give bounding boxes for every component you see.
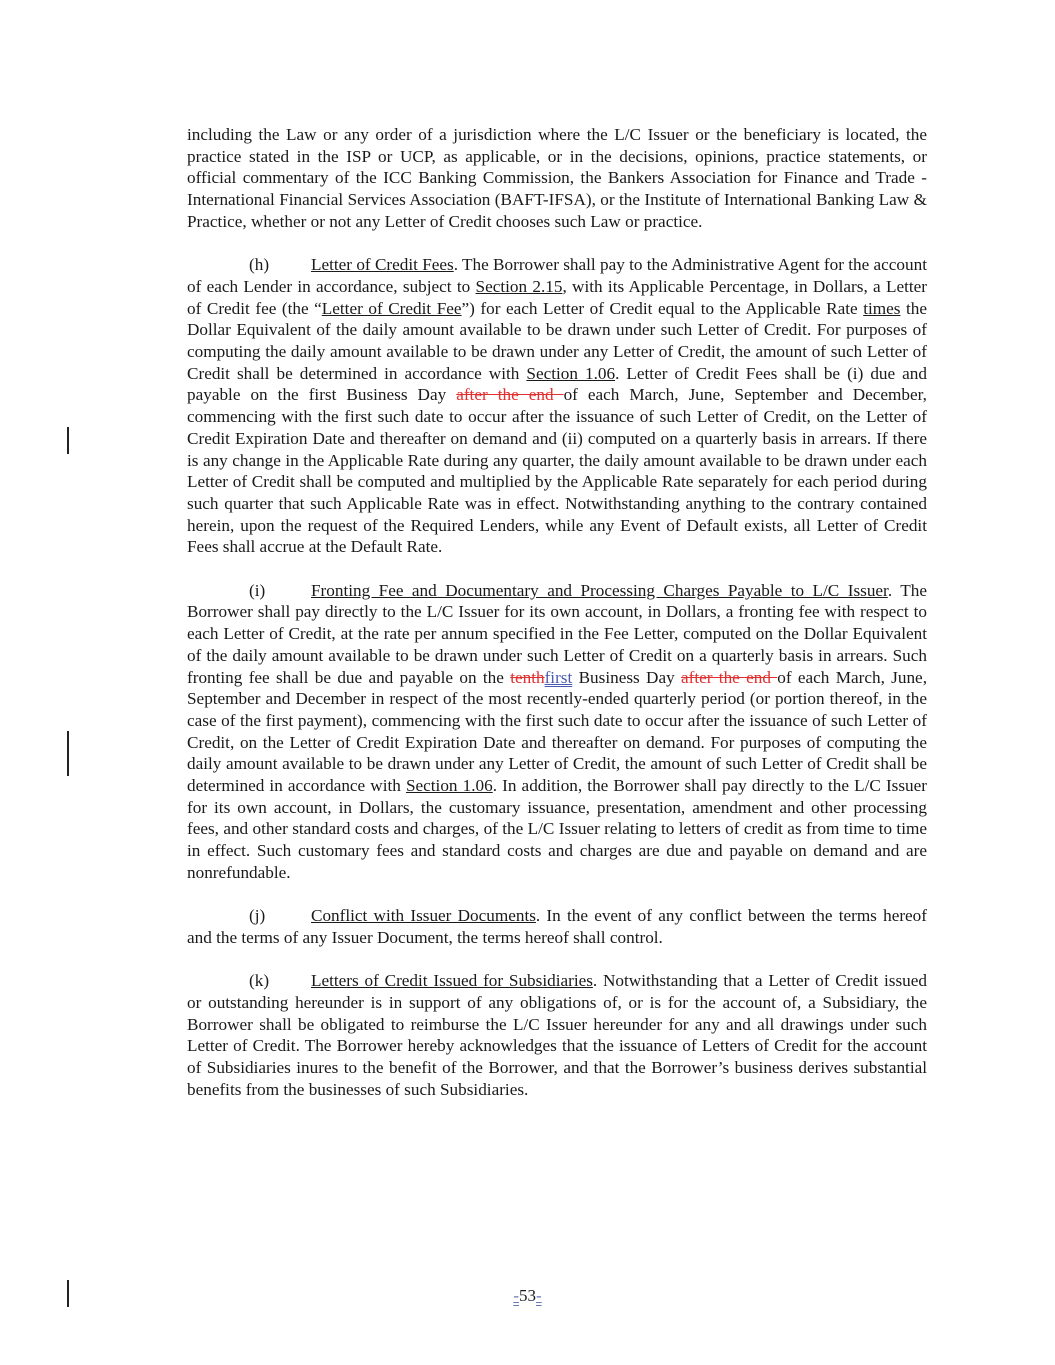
page-number: -53- (513, 1286, 542, 1305)
section-reference[interactable]: Section 2.15 (475, 276, 563, 296)
section-k-paragraph: (k) Letters of Credit Issued for Subsidiaries. Notwithstanding that a Letter of Credit issued or outstanding hereunder is in support of any obligations of, or is for the account of, a Subsidiary, the Borrower shall be obligated to reimburse the L/C Issuer hereunder for any and all drawings under such Letter of Credit. The Borrower hereby acknowledges that the issuance of Letters of Credit for the account of Subsidiaries inures to the benefit of the Borrower, and that the Borrower’s business derives substantial benefits from the businesses of such Subsidiaries. (187, 971, 927, 1099)
emphasis-times: times (863, 298, 901, 318)
change-bar (67, 427, 69, 454)
section-k-heading: Letters of Credit Issued for Subsidiaries (311, 971, 593, 991)
section-reference[interactable]: Section 1.06 (405, 776, 493, 796)
change-bar (67, 731, 69, 776)
tracked-deletion: after the end (681, 667, 778, 687)
section-j-paragraph: (j) Conflict with Issuer Documents. In the event of any conflict between the terms hereof and the terms of any Issuer Document, the terms hereof shall control. (187, 906, 927, 947)
document-page (187, 124, 927, 1122)
section-reference[interactable]: Section 1.06 (526, 363, 616, 383)
section-h-label: (h) (249, 255, 270, 275)
tracked-deletion: tenth (510, 667, 545, 687)
section-i-label: (i) (249, 580, 266, 600)
intro-paragraph: including the Law or any order of a jurisdiction where the L/C Issuer or the beneficiary is located, the practice stated in the ISP or UCP, as applicable, or in the decisions, opinions, practice statements, or official commentary of the ICC Banking Commission, the Bankers Association for Finance and Trade - International Financial Services Association (BAFT-IFSA), or the Institute of International Banking Law & Practice, whether or not any Letter of Credit chooses such Law or practice. (187, 125, 927, 231)
section-j-heading: Conflict with Issuer Documents (311, 906, 536, 926)
tracked-deletion: after the end (456, 385, 564, 405)
defined-term: Letter of Credit Fee (321, 298, 462, 318)
section-k-label: (k) (249, 971, 270, 991)
tracked-insertion: first (544, 667, 573, 687)
section-i-heading: Fronting Fee and Documentary and Processing Charges Payable to L/C Issuer (311, 580, 888, 600)
section-i-paragraph: (i) Fronting Fee and Documentary and Processing Charges Payable to L/C Issuer. The Borrower shall pay directly to the L/C Issuer for its own account, in Dollars, a fronting fee with respect to each Letter of Credit, at the rate per annum specified in the Fee Letter, computed on the Dollar Equivalent of the daily amount available to be drawn under such Letter of Credit on a quarterly basis in arrears. Such fronting fee shall be due and payable on the tenthfirst Business Day after the end of each March, June, September and December in respect of the most recently-ended quarterly period (or portion thereof, in the case of the first payment), commencing with the first such date to occur after the issuance of such Letter of Credit, on the Letter of Credit Expiration Date and thereafter on demand. For purposes of computing the daily amount available to be drawn under any Letter of Credit, the amount of such Letter of Credit shall be determined in accordance with Section 1.06. In addition, the Borrower shall pay directly to the L/C Issuer for its own account, in Dollars, the customary issuance, presentation, amendment and other processing fees, and other standard costs and charges, of the L/C Issuer relating to letters of credit as from time to time in effect. Such customary fees and standard costs and charges are due and payable on demand and are nonrefundable. (187, 580, 927, 882)
section-j-label: (j) (249, 906, 266, 926)
section-h-heading: Letter of Credit Fees (311, 255, 454, 275)
section-h-paragraph: (h) Letter of Credit Fees. The Borrower shall pay to the Administrative Agent for the account of each Lender in accordance, subject to Section 2.15, with its Applicable Percentage, in Dollars, a Letter of Credit fee (the “Letter of Credit Fee”) for each Letter of Credit equal to the Applicable Rate times the Dollar Equivalent of the daily amount available to be drawn under such Letter of Credit. For purposes of computing the daily amount available to be drawn under any Letter of Credit, the amount of such Letter of Credit shall be determined in accordance with Section 1.06. Letter of Credit Fees shall be (i) due and payable on the first Business Day after the end of each March, June, September and December, commencing with the first such date to occur after the issuance of such Letter of Credit, on the Letter of Credit Expiration Date and thereafter on demand and (ii) computed on a quarterly basis in arrears. If there is any change in the Applicable Rate during any quarter, the daily amount available to be drawn under each Letter of Credit shall be computed and multiplied by the Applicable Rate separately for each period during such quarter that such Applicable Rate was in effect. Notwithstanding anything to the contrary contained herein, upon the request of the Required Lenders, while any Event of Default exists, all Letter of Credit Fees shall accrue at the Default Rate. (187, 255, 927, 557)
